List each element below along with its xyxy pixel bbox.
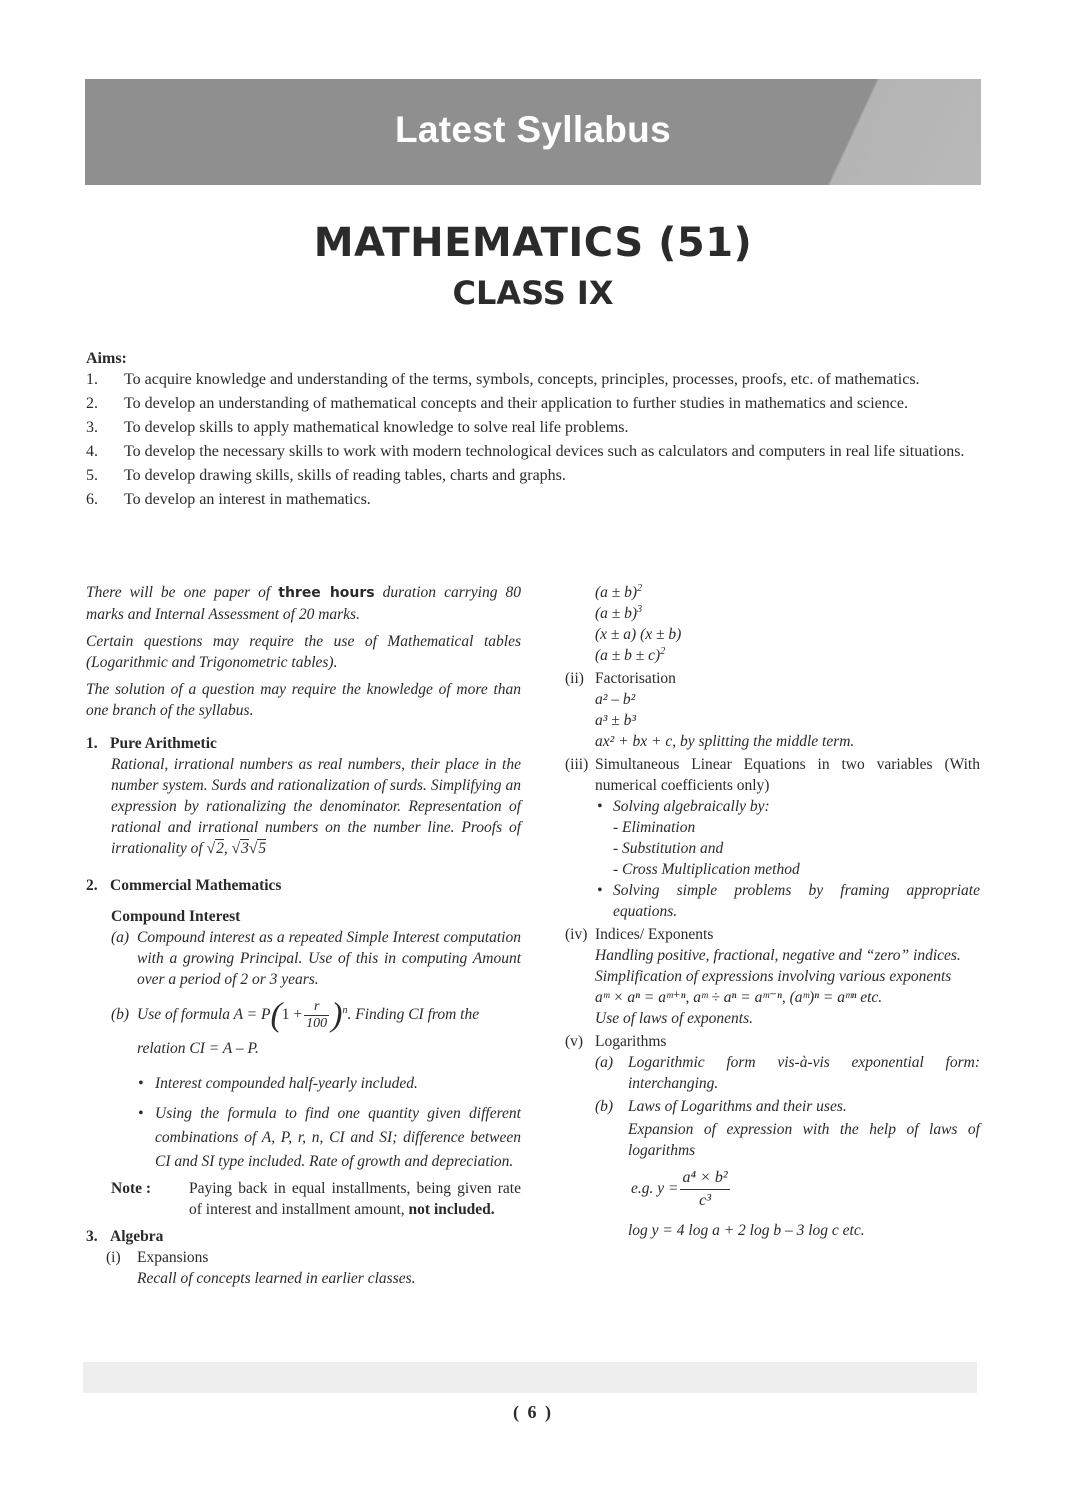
header-banner <box>85 79 981 185</box>
expansion: $(a \pm b)^3$ <box>595 603 643 622</box>
formula-text: Use of formula A = P <box>137 1006 271 1023</box>
note <box>111 1178 521 1220</box>
class-title: CLASS IX <box>452 274 614 312</box>
item-label: (iii) <box>565 756 589 773</box>
indices-text: Simplification of expressions involving various exponents <box>595 968 952 985</box>
algebra-item-i <box>106 1247 521 1268</box>
aim-number: 5. <box>86 467 98 484</box>
item-text: Laws of Logarithms and their uses. <box>628 1098 847 1115</box>
formula-text: . Finding CI from the relation CI = A – P. <box>137 1006 480 1058</box>
item-title: Simultaneous Linear Equations in two variables (With numerical coefficients only) <box>595 756 980 794</box>
factorisation-line: a³ ± b³ <box>595 712 637 729</box>
indices-text: Handling positive, fractional, negative and “zero” indices. <box>595 947 961 964</box>
log-expansion-text: Expansion of expression with the help of laws of logarithms <box>628 1121 980 1159</box>
exponent-laws: aᵐ × aⁿ = aᵐ⁺ⁿ, aᵐ ÷ aⁿ = aᵐ⁻ⁿ, (aᵐ)ⁿ = aᵐⁿ etc. <box>595 989 883 1006</box>
section-heading <box>86 733 521 754</box>
factorisation-line: a² – b² <box>595 691 636 708</box>
section-number: 1. <box>86 735 98 752</box>
aim-item <box>86 417 980 438</box>
note-label: Note : <box>111 1180 152 1198</box>
log-result: log y = 4 log a + 2 log b – 3 log c etc. <box>628 1222 865 1239</box>
algebra-item-ii <box>565 668 980 689</box>
aim-number: 4. <box>86 443 98 460</box>
right-column <box>565 582 980 1241</box>
aim-item <box>86 465 980 486</box>
equations-bullet: • Solving simple problems by framing appropriate equations. <box>595 880 980 922</box>
formula-one-plus: 1 + <box>281 1006 303 1023</box>
ci-bullet: • Using the formula to find one quantity given different combinations of A, P, r, n, CI and SI; difference between CI and SI type included. Rate of growth and depreciation. <box>138 1102 521 1174</box>
note-text: Paying back in equal installments, being given rate of interest and installment amount, <box>189 1180 521 1219</box>
expansion: (x ± a) (x ± b) <box>595 626 682 643</box>
intro-text: duration carrying 80 marks and Internal Assessment of 20 marks. <box>86 584 521 623</box>
item-label: (iv) <box>565 926 588 943</box>
factorisation-line: ax² + bx + c, by splitting the middle term. <box>595 733 855 750</box>
ci-bullet: • Interest compounded half-yearly included. <box>138 1072 521 1096</box>
formula-paren-close: ) <box>331 996 343 1034</box>
item-title: Expansions <box>137 1249 209 1267</box>
section-heading <box>86 875 521 896</box>
method-item: - Elimination <box>613 819 696 836</box>
section-heading <box>86 1226 521 1247</box>
intro-bold: three hours <box>278 585 375 601</box>
expansion: $(a \pm b \pm c)^2$ <box>595 645 666 664</box>
item-title: Logarithms <box>595 1033 667 1050</box>
item-text: Compound interest as a repeated Simple Interest computation with a growing Principal. Use of this in computing Amount over a period of 2 or 3 years. <box>137 929 521 988</box>
expansion: $(a \pm b)^2$ <box>595 582 643 601</box>
item-label: (b) <box>111 1006 130 1023</box>
aim-text: To develop drawing skills, skills of reading tables, charts and graphs. <box>124 467 566 484</box>
left-column <box>86 582 521 1289</box>
example-fraction: $\frac{\text{a⁴ × b²}}{\text{c³}}$ <box>682 1169 728 1209</box>
section-body: Rational, irrational numbers as real numbers, their place in the number system. Surds and rationalization of surds. Simplifying an expression by rationalizing the denominator. Representation of rational and irrational numbers on the number line. Proofs of irrationality of <box>111 756 521 857</box>
item-label: (a) <box>111 929 130 946</box>
log-item-a <box>595 1052 980 1094</box>
root-3: √3 <box>231 840 249 857</box>
page-number: ( 6 ) <box>513 1402 553 1422</box>
aims-section <box>86 348 980 513</box>
item-label: (ii) <box>565 670 584 687</box>
formula-exponent: n <box>342 1004 348 1016</box>
equations-bullet: • Solving algebraically by: <box>595 796 980 817</box>
item-text: Logarithmic form vis-à-vis exponential form: interchanging. <box>628 1054 980 1092</box>
example-prefix: e.g. y = <box>631 1180 679 1198</box>
subject-title: MATHEMATICS (51) <box>313 220 753 266</box>
item-title: Factorisation <box>595 670 676 687</box>
intro-paragraph-3: The solution of a question may require the knowledge of more than one branch of the syllabus. <box>86 681 521 719</box>
aim-number: 2. <box>86 395 98 412</box>
root-2: √2 <box>206 840 224 857</box>
aim-number: 3. <box>86 419 98 436</box>
ci-item-b <box>111 998 521 1066</box>
formula-fraction: $\frac{r}{100}$ <box>306 998 328 1031</box>
algebra-item-v <box>565 1031 980 1052</box>
aim-number: 1. <box>86 371 98 388</box>
expansions-text: Recall of concepts learned in earlier classes. <box>137 1270 416 1288</box>
aim-number: 6. <box>86 491 98 508</box>
formula-paren-open: ( <box>270 996 282 1034</box>
note-bold: not included. <box>408 1201 495 1219</box>
method-item: - Cross Multiplication method <box>613 861 800 878</box>
log-example <box>631 1167 980 1212</box>
aims-heading: Aims: <box>86 350 127 367</box>
aim-text: To develop an interest in mathematics. <box>124 491 371 508</box>
intro-paragraph-2: Certain questions may require the use of Mathematical tables (Logarithmic and Trigonometric tables). <box>86 633 521 671</box>
item-title: Indices/ Exponents <box>595 926 714 943</box>
aim-text: To develop skills to apply mathematical knowledge to solve real life problems. <box>124 419 629 436</box>
log-item-b <box>595 1096 980 1117</box>
algebra-item-iv <box>565 924 980 945</box>
algebra-item-iii <box>565 754 980 796</box>
aim-text: To acquire knowledge and understanding of the terms, symbols, concepts, principles, processes, proofs, etc. of mathematics. <box>124 371 920 388</box>
aim-item <box>86 369 980 390</box>
method-item: - Substitution and <box>613 840 724 857</box>
item-label: (b) <box>595 1098 614 1115</box>
item-label: (i) <box>106 1249 121 1267</box>
footer-bar <box>83 1362 977 1393</box>
pure-arithmetic-text: Rational, irrational numbers as real numbers, their place in the number system. Surds and rationalization of surds. Simplifying an expression by rationalizing the denominator. Representation of rational and irrational numbers on the number line. Proofs of irrationality of √2, √3√5 <box>111 756 521 857</box>
item-label: (a) <box>595 1054 614 1071</box>
root-5: √5 <box>248 840 267 857</box>
section-title: Pure Arithmetic <box>110 735 217 752</box>
ci-item-a <box>111 927 521 990</box>
aim-item <box>86 393 980 414</box>
intro-text: There will be one paper of <box>86 584 279 601</box>
aim-item <box>86 441 980 462</box>
compound-interest-heading: Compound Interest <box>111 908 241 925</box>
item-label: (v) <box>565 1033 584 1050</box>
section-number: 2. <box>86 877 98 894</box>
aim-text: To develop an understanding of mathematical concepts and their application to further studies in mathematics and science. <box>124 395 908 412</box>
aim-text: To develop the necessary skills to work with modern technological devices such as calculators and computers in real life situations. <box>124 443 965 460</box>
indices-text: Use of laws of exponents. <box>595 1010 753 1027</box>
intro-paragraph-1 <box>86 582 521 625</box>
section-title: Commercial Mathematics <box>110 877 282 894</box>
section-number: 3. <box>86 1228 98 1246</box>
aim-item <box>86 489 980 510</box>
banner-title: Latest Syllabus <box>395 109 671 150</box>
section-title: Algebra <box>110 1228 164 1246</box>
